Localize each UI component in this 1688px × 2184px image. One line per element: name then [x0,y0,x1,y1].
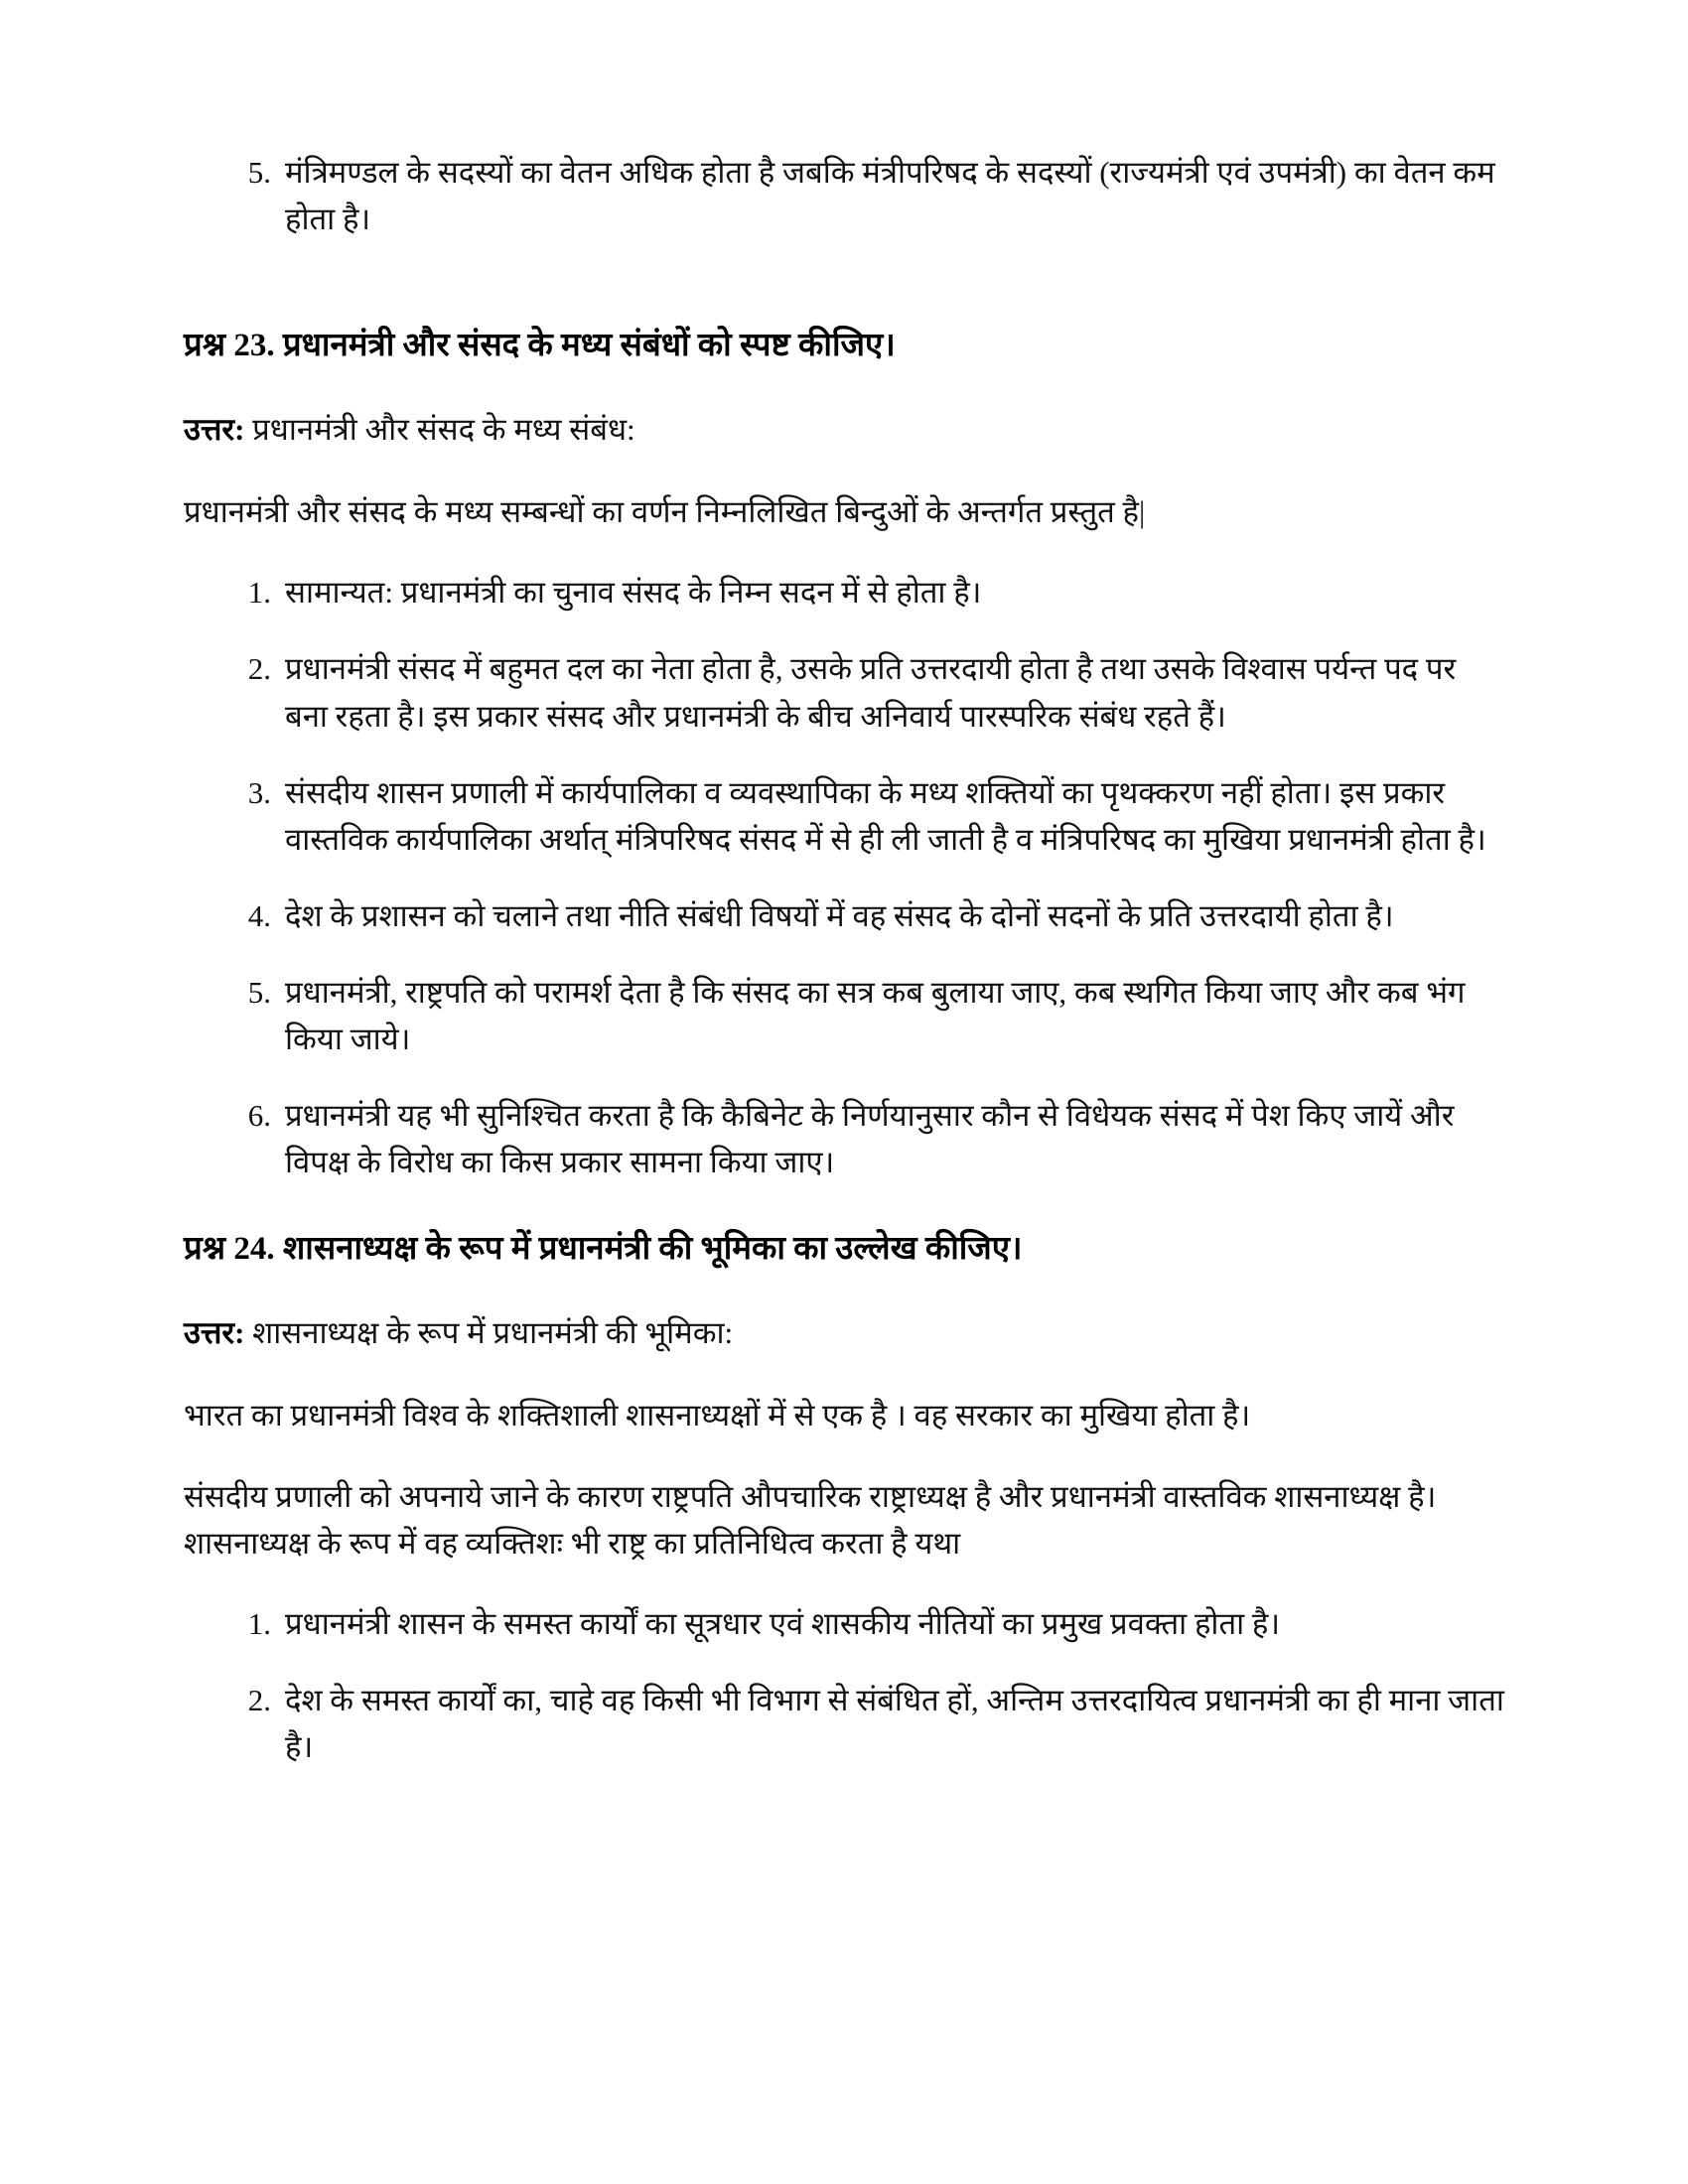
list-item-text: सामान्यत: प्रधानमंत्री का चुनाव संसद के निम्न सदन में से होता है। [285,575,982,611]
list-item [279,969,1504,1062]
question-23-points-list [184,569,1504,1185]
list-item-text: देश के प्रशासन को चलाने तथा नीति संबंधी विषयों में वह संसद के दोनों सदनों के प्रति उत्तरदायी होता है। [285,897,1394,933]
list-item [279,645,1504,739]
answer-title: शासनाध्यक्ष के रूप में प्रधानमंत्री की भूमिका: [244,1314,734,1350]
question-24-paragraph-1: भारत का प्रधानमंत्री विश्व के शक्तिशाली शासनाध्यक्षों में से एक है । वह सरकार का मुखिया होता है। [184,1398,1251,1433]
list-item [279,1092,1504,1185]
list-item [279,892,1504,939]
list-item [279,1600,1504,1647]
list-item [279,569,1504,615]
question-24-heading: प्रश्न 24. शासनाध्यक्ष के रूप में प्रधानमंत्री की भूमिका का उल्लेख कीजिए। [184,1231,1023,1268]
list-item-text: प्रधानमंत्री यह भी सुनिश्चित करता है कि कैबिनेट के निर्णयानुसार कौन से विधेयक संसद में पेश किए जायें और विपक्ष के विरोध का किस प्रकार सामना किया जाए। [285,1098,1455,1180]
answer-label: उत्तर: [184,411,245,447]
question-24-paragraph-2: संसदीय प्रणाली को अपनाये जाने के कारण राष्ट्रपति औपचारिक राष्ट्राध्यक्ष है और प्रधानमंत्री वास्तविक शासनाध्यक्ष है। शासनाध्यक्ष के रूप में वह व्यक्तिशः भी राष्ट्र का प्रतिनिधित्व करता है यथा [184,1478,1437,1561]
list-item-text: मंत्रिमण्डल के सदस्यों का वेतन अधिक होता है जबकि मंत्रीपरिषद के सदस्यों (राज्यमंत्री एवं उपमंत्री) का वेतन कम होता है। [285,155,1495,237]
answer-title: प्रधानमंत्री और संसद के मध्य संबंध: [244,411,635,447]
list-item [279,769,1504,863]
question-24-answer-lead [184,1310,1504,1357]
question-23-heading: प्रश्न 23. प्रधानमंत्री और संसद के मध्य संबंधों को स्पष्ट कीजिए। [184,328,896,364]
list-item-text: प्रधानमंत्री शासन के समस्त कार्यों का सूत्रधार एवं शासकीय नीतियों का प्रमुख प्रवक्ता होता है। [285,1605,1281,1641]
list-item-text: देश के समस्त कार्यों का, चाहे वह किसी भी विभाग से संबंधित हों, अन्तिम उत्तरदायित्व प्रधानमंत्री का ही माना जाता है। [285,1682,1504,1764]
question-23-intro-paragraph: प्रधानमंत्री और संसद के मध्य सम्बन्धों का वर्णन निम्नलिखित बिन्दुओं के अन्तर्गत प्रस्तुत है| [184,494,1146,530]
answer-label: उत्तर: [184,1314,245,1350]
question-24-points-list [184,1600,1504,1770]
list-item-text: संसदीय शासन प्रणाली में कार्यपालिका व व्यवस्थापिका के मध्य शक्तियों का पृथक्करण नहीं होता। इस प्रकार वास्तविक कार्यपालिका अर्थात् मंत्रिपरिषद संसद में से ही ली जाती है व मंत्रिपरिषद का मुखिया प्रधानमंत्री होता है। [285,774,1486,857]
question-23-answer-lead [184,407,1504,454]
spacer [184,272,1504,282]
list-item-text: प्रधानमंत्री संसद में बहुमत दल का नेता होता है, उसके प्रति उत्तरदायी होता है तथा उसके विश्वास पर्यन्त पद पर बना रहता है। इस प्रकार संसद और प्रधानमंत्री के बीच अनिवार्य पारस्परिक संबंध रहते हैं। [285,651,1457,734]
continued-list [184,149,1504,242]
list-item [279,149,1504,242]
list-item [279,1677,1504,1770]
list-item-text: प्रधानमंत्री, राष्ट्रपति को परामर्श देता है कि संसद का सत्र कब बुलाया जाए, कब स्थगित किया जाए और कब भंग किया जाये। [285,974,1466,1057]
